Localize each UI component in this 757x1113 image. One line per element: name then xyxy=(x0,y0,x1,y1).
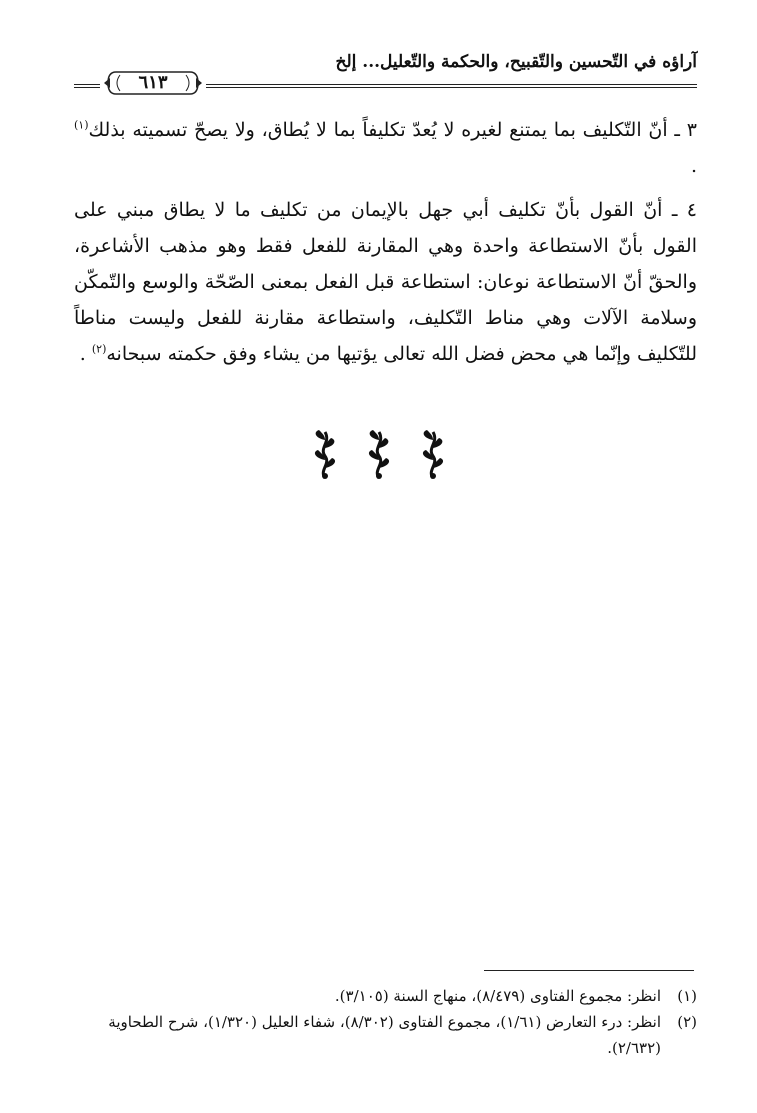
floral-ornament-icon xyxy=(417,428,449,480)
footnote-1 xyxy=(74,983,697,1009)
page-number-frame xyxy=(102,68,204,98)
page-header xyxy=(74,52,697,92)
header-rule-left xyxy=(74,84,100,88)
footnotes xyxy=(74,983,697,1061)
footnote-text: انظر: درء التعارض (١/٦١)، مجموع الفتاوى (٨/٣٠٢)، شفاء العليل (١/٣٢٠)، شرح الطحاوية (٢/٦٣٢). xyxy=(108,1013,661,1057)
footnote-separator xyxy=(484,970,694,971)
footnote-text: انظر: مجموع الفتاوى (٨/٤٧٩)، منهاج السنة (٣/١٠٥). xyxy=(334,987,661,1005)
paragraph-3-text: ٣ ـ أنّ التّكليف بما يمتنع لغيره لا يُعدّ تكليفاً بما لا يُطاق، ولا يصحّ تسميته بذلك xyxy=(88,119,697,141)
running-title: آراؤه في التّحسين والتّقبيح، والحكمة والتّعليل... إلخ xyxy=(335,52,697,72)
footnote-marker-1[interactable]: (١) xyxy=(74,118,89,132)
footnote-marker-2[interactable]: (٢) xyxy=(91,342,107,356)
footnote-number: (١) xyxy=(677,987,697,1005)
header-rule xyxy=(206,84,697,88)
paragraph-4-text: ٤ ـ أنّ القول بأنّ تكليف أبي جهل بالإيمان من تكليف ما لا يطاق مبني على القول بأنّ الاستطاعة واحدة وهي المقارنة للفعل فقط وهو مذهب الأشاعرة، والحقّ أنّ الاستطاعة نوعان: استطاعة قبل الفعل بمعنى الصّحّة والوسع والتّمكّن وسلامة الآلات وهي مناط التّكليف، واستطاعة مقارنة للفعل وليست مناطاً للتّكليف وإنّما هي محض فضل الله تعالى يؤتيها من يشاء وفق حكمته سبحانه xyxy=(74,199,697,365)
paragraph-3 xyxy=(74,112,697,184)
footnote-2 xyxy=(74,1009,697,1061)
main-text xyxy=(74,112,697,380)
footnote-number: (٢) xyxy=(677,1013,697,1031)
floral-ornament-icon xyxy=(363,428,395,480)
floral-ornament-icon xyxy=(309,428,341,480)
paragraph-4 xyxy=(74,192,697,372)
end-punct: . xyxy=(690,155,697,177)
section-ornaments xyxy=(0,428,757,484)
page-number: ٦١٣ xyxy=(138,72,168,93)
end-punct: . xyxy=(79,343,86,365)
